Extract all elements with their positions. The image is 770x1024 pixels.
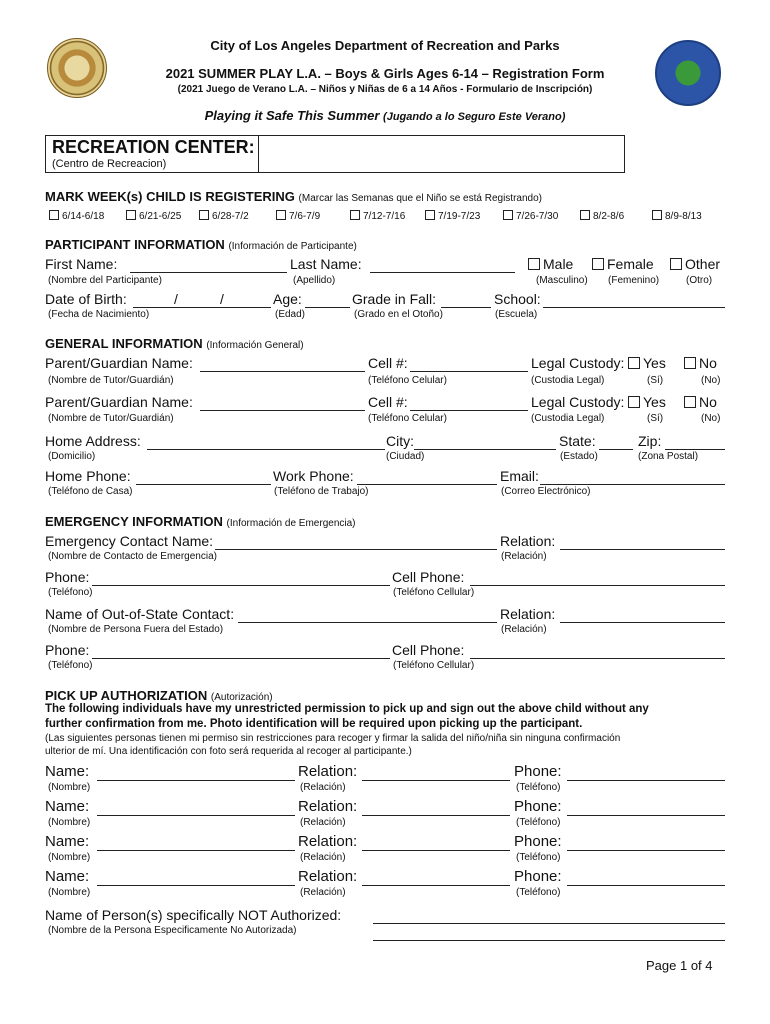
first-name-label: First Name: <box>45 256 118 272</box>
week-5[interactable]: 7/12-7/16 <box>350 210 405 222</box>
male-label-es: (Masculino) <box>536 275 588 286</box>
grade-label: Grade in Fall: <box>352 291 437 307</box>
pickup-name-1-label: Name: <box>45 763 90 780</box>
last-name-field[interactable] <box>370 272 515 273</box>
pickup-name-4-label-es: (Nombre) <box>48 887 91 898</box>
age-label: Age: <box>273 291 302 307</box>
custody-2-label-es: (Custodia Legal) <box>531 413 605 424</box>
school-label-es: (Escuela) <box>495 309 538 320</box>
guardian-2-field[interactable] <box>200 410 365 411</box>
emergency-cell-2-field[interactable] <box>470 658 725 659</box>
school-field[interactable] <box>543 307 725 308</box>
checkbox-icon[interactable] <box>628 396 640 408</box>
address-label-es: (Domicilio) <box>48 451 96 462</box>
grade-field[interactable] <box>441 307 491 308</box>
custody-2-yes[interactable]: Yes <box>628 394 666 410</box>
age-label-es: (Edad) <box>275 309 306 320</box>
pickup-relation-1-label-es: (Relación) <box>300 782 346 793</box>
custody-2-no[interactable]: No <box>684 394 717 410</box>
week-3[interactable]: 6/28-7/2 <box>199 210 249 222</box>
checkbox-icon[interactable] <box>199 210 209 220</box>
pickup-name-2-label: Name: <box>45 798 90 815</box>
emergency-phone-1-label-es: (Teléfono) <box>48 587 93 598</box>
emergency-phone-2-field[interactable] <box>92 658 390 659</box>
oos-relation-field[interactable] <box>560 622 725 623</box>
pickup-name-2-label-es: (Nombre) <box>48 817 91 828</box>
first-name-label-es: (Nombre del Participante) <box>48 275 162 286</box>
emergency-phone-1-field[interactable] <box>92 585 390 586</box>
guardian-2-label: Parent/Guardian Name: <box>45 394 193 410</box>
cell-1-field[interactable] <box>410 371 528 372</box>
custody-1-label-es: (Custodia Legal) <box>531 375 605 386</box>
yes-1-label-es: (Sí) <box>647 375 664 386</box>
emergency-contact-label-es: (Nombre de Contacto de Emergencia) <box>48 551 217 562</box>
participant-heading: PARTICIPANT INFORMATION (Información de Participante) <box>45 237 357 252</box>
pickup-relation-3-field[interactable] <box>362 850 510 851</box>
pickup-name-3-field[interactable] <box>97 850 295 851</box>
pickup-relation-1-field[interactable] <box>362 780 510 781</box>
rec-center-label: RECREATION CENTER: <box>52 137 255 157</box>
state-label: State: <box>559 433 596 449</box>
weeks-heading: MARK WEEK(s) CHILD IS REGISTERING (Marcar las Semanas que el Niño se está Registrando) <box>45 189 542 204</box>
not-authorized-field-1[interactable] <box>373 923 725 924</box>
city-label-es: (Ciudad) <box>386 451 425 462</box>
first-name-field[interactable] <box>130 272 287 273</box>
pickup-relation-3-label: Relation: <box>298 833 358 850</box>
checkbox-icon[interactable] <box>276 210 286 220</box>
cell-1-label-es: (Teléfono Celular) <box>368 375 447 386</box>
cell-1-label: Cell #: <box>368 355 408 371</box>
zip-label-es: (Zona Postal) <box>638 451 699 462</box>
dob-field[interactable] <box>133 307 271 308</box>
checkbox-icon[interactable] <box>592 258 604 270</box>
work-phone-label: Work Phone: <box>273 468 354 484</box>
emergency-relation-label-es: (Relación) <box>501 551 547 562</box>
custody-1-no[interactable]: No <box>684 355 717 371</box>
pickup-phone-3-label: Phone: <box>514 833 562 850</box>
checkbox-icon[interactable] <box>528 258 540 270</box>
cell-2-field[interactable] <box>410 410 528 411</box>
pickup-relation-2-field[interactable] <box>362 815 510 816</box>
emergency-heading: EMERGENCY INFORMATION (Información de Emergencia) <box>45 514 356 529</box>
checkbox-icon[interactable] <box>628 357 640 369</box>
oos-relation-label: Relation: <box>500 606 556 622</box>
pickup-name-4-field[interactable] <box>97 885 295 886</box>
emergency-cell-1-field[interactable] <box>470 585 725 586</box>
custody-1-yes[interactable]: Yes <box>628 355 666 371</box>
week-1[interactable]: 6/14-6/18 <box>49 210 104 222</box>
female-label-es: (Femenino) <box>608 275 660 286</box>
dob-label-es: (Fecha de Nacimiento) <box>48 309 150 320</box>
pickup-phone-4-label-es: (Teléfono) <box>516 887 561 898</box>
pickup-name-1-label-es: (Nombre) <box>48 782 91 793</box>
pickup-phone-3-label-es: (Teléfono) <box>516 852 561 863</box>
pickup-relation-3-label-es: (Relación) <box>300 852 346 863</box>
dept-name: City of Los Angeles Department of Recreation and Parks <box>210 38 560 53</box>
age-field[interactable] <box>305 307 350 308</box>
emergency-relation-field[interactable] <box>560 549 725 550</box>
pickup-phone-2-label: Phone: <box>514 798 562 815</box>
page-number: Page 1 of 4 <box>646 958 713 973</box>
no-1-label-es: (No) <box>701 375 721 386</box>
rec-center-divider <box>258 135 259 172</box>
pickup-phone-1-field[interactable] <box>567 780 725 781</box>
pickup-phone-4-field[interactable] <box>567 885 725 886</box>
emergency-cell-1-label: Cell Phone: <box>392 569 465 585</box>
pickup-name-4-label: Name: <box>45 868 90 885</box>
emergency-contact-label: Emergency Contact Name: <box>45 533 214 549</box>
pickup-relation-4-label: Relation: <box>298 868 358 885</box>
city-label: City: <box>386 433 414 449</box>
pickup-relation-2-label: Relation: <box>298 798 358 815</box>
checkbox-icon[interactable] <box>503 210 513 220</box>
pickup-heading: PICK UP AUTHORIZATION (Autorización) <box>45 688 273 703</box>
rec-center-input[interactable] <box>262 137 618 169</box>
email-field[interactable] <box>540 484 725 485</box>
male-option[interactable]: Male <box>528 256 573 272</box>
oos-contact-label: Name of Out-of-State Contact: <box>45 606 235 622</box>
guardian-1-field[interactable] <box>200 371 365 372</box>
checkbox-icon[interactable] <box>652 210 662 220</box>
school-label: School: <box>494 291 541 307</box>
week-6[interactable]: 7/19-7/23 <box>425 210 480 222</box>
checkbox-icon[interactable] <box>425 210 435 220</box>
checkbox-icon[interactable] <box>670 258 682 270</box>
oos-contact-field[interactable] <box>238 622 497 623</box>
week-9[interactable]: 8/9-8/13 <box>652 210 702 222</box>
week-4[interactable]: 7/6-7/9 <box>276 210 320 222</box>
other-option[interactable]: Other <box>670 256 720 272</box>
pickup-phone-2-label-es: (Teléfono) <box>516 817 561 828</box>
work-phone-label-es: (Teléfono de Trabajo) <box>274 486 369 497</box>
pickup-phone-1-label: Phone: <box>514 763 562 780</box>
address-field[interactable] <box>147 449 385 450</box>
pickup-name-3-label: Name: <box>45 833 90 850</box>
dob-label: Date of Birth: <box>45 291 127 307</box>
last-name-label: Last Name: <box>290 256 362 272</box>
address-label: Home Address: <box>45 433 141 449</box>
dob-slash-1: / <box>174 291 178 307</box>
custody-1-label: Legal Custody: <box>531 355 625 371</box>
work-phone-field[interactable] <box>357 484 497 485</box>
last-name-label-es: (Apellido) <box>293 275 336 286</box>
pickup-name-3-label-es: (Nombre) <box>48 852 91 863</box>
pickup-phone-3-field[interactable] <box>567 850 725 851</box>
checkbox-icon[interactable] <box>580 210 590 220</box>
emergency-relation-label: Relation: <box>500 533 556 549</box>
pickup-phone-4-label: Phone: <box>514 868 562 885</box>
guardian-1-label: Parent/Guardian Name: <box>45 355 193 371</box>
city-field[interactable] <box>414 449 556 450</box>
checkbox-icon[interactable] <box>350 210 360 220</box>
email-label-es: (Correo Electrónico) <box>501 486 591 497</box>
not-authorized-field-2[interactable] <box>373 940 725 941</box>
oos-relation-label-es: (Relación) <box>501 624 547 635</box>
pickup-phone-2-field[interactable] <box>567 815 725 816</box>
form-title: 2021 SUMMER PLAY L.A. – Boys & Girls Ages 6-14 – Registration Form <box>165 66 605 81</box>
pickup-relation-2-label-es: (Relación) <box>300 817 346 828</box>
not-authorized-label-es: (Nombre de la Persona Especificamente No Autorizada) <box>48 925 297 936</box>
email-label: Email: <box>500 468 539 484</box>
custody-2-label: Legal Custody: <box>531 394 625 410</box>
pickup-para-2: further confirmation from me. Photo identification will be required upon picking up the participant. <box>45 718 583 730</box>
emergency-phone-1-label: Phone: <box>45 569 90 585</box>
state-label-es: (Estado) <box>560 451 598 462</box>
emergency-cell-2-label-es: (Teléfono Cellular) <box>393 660 475 671</box>
form-subtitle: (2021 Juego de Verano L.A. – Niños y Niñas de 6 a 14 Años - Formulario de Inscripción) <box>177 84 593 95</box>
emergency-cell-1-label-es: (Teléfono Cellular) <box>393 587 475 598</box>
pickup-name-1-field[interactable] <box>97 780 295 781</box>
week-8[interactable]: 8/2-8/6 <box>580 210 624 222</box>
home-phone-label-es: (Teléfono de Casa) <box>48 486 133 497</box>
home-phone-field[interactable] <box>136 484 271 485</box>
no-2-label-es: (No) <box>701 413 721 424</box>
state-field[interactable] <box>599 449 633 450</box>
cell-2-label-es: (Teléfono Celular) <box>368 413 447 424</box>
other-label-es: (Otro) <box>686 275 713 286</box>
zip-field[interactable] <box>665 449 725 450</box>
female-option[interactable]: Female <box>592 256 654 272</box>
pickup-relation-4-label-es: (Relación) <box>300 887 346 898</box>
not-authorized-label: Name of Person(s) specifically NOT Authorized: <box>45 907 342 923</box>
emergency-contact-field[interactable] <box>215 549 497 550</box>
grade-label-es: (Grado en el Otoño) <box>354 309 443 320</box>
pickup-relation-4-field[interactable] <box>362 885 510 886</box>
general-heading: GENERAL INFORMATION (Información General) <box>45 336 304 351</box>
pickup-relation-1-label: Relation: <box>298 763 358 780</box>
zip-label: Zip: <box>638 433 662 449</box>
checkbox-icon[interactable] <box>684 357 696 369</box>
checkbox-icon[interactable] <box>126 210 136 220</box>
checkbox-icon[interactable] <box>684 396 696 408</box>
yes-2-label-es: (Sí) <box>647 413 664 424</box>
emergency-phone-2-label-es: (Teléfono) <box>48 660 93 671</box>
week-7[interactable]: 7/26-7/30 <box>503 210 558 222</box>
pickup-para-4: ulterior de mí. Una identificación con foto será requerida al recoger al participante.) <box>45 746 412 757</box>
guardian-2-label-es: (Nombre de Tutor/Guardián) <box>48 413 174 424</box>
oos-contact-label-es: (Nombre de Persona Fuera del Estado) <box>48 624 224 635</box>
dob-slash-2: / <box>220 291 224 307</box>
guardian-1-label-es: (Nombre de Tutor/Guardián) <box>48 375 174 386</box>
tagline: Playing it Safe This Summer (Jugando a lo Seguro Este Verano) <box>204 108 566 123</box>
pickup-phone-1-label-es: (Teléfono) <box>516 782 561 793</box>
rec-center-label-es: (Centro de Recreacion) <box>52 158 167 170</box>
emergency-cell-2-label: Cell Phone: <box>392 642 465 658</box>
emergency-phone-2-label: Phone: <box>45 642 90 658</box>
pickup-para-1: The following individuals have my unrestricted permission to pick up and sign out the above child without any <box>45 703 649 715</box>
cell-2-label: Cell #: <box>368 394 408 410</box>
week-2[interactable]: 6/21-6/25 <box>126 210 181 222</box>
home-phone-label: Home Phone: <box>45 468 131 484</box>
pickup-para-3: (Las siguientes personas tienen mi permiso sin restricciones para recoger y firmar la salida del niño/niña sin ninguna confirmación <box>45 733 621 744</box>
checkbox-icon[interactable] <box>49 210 59 220</box>
pickup-name-2-field[interactable] <box>97 815 295 816</box>
